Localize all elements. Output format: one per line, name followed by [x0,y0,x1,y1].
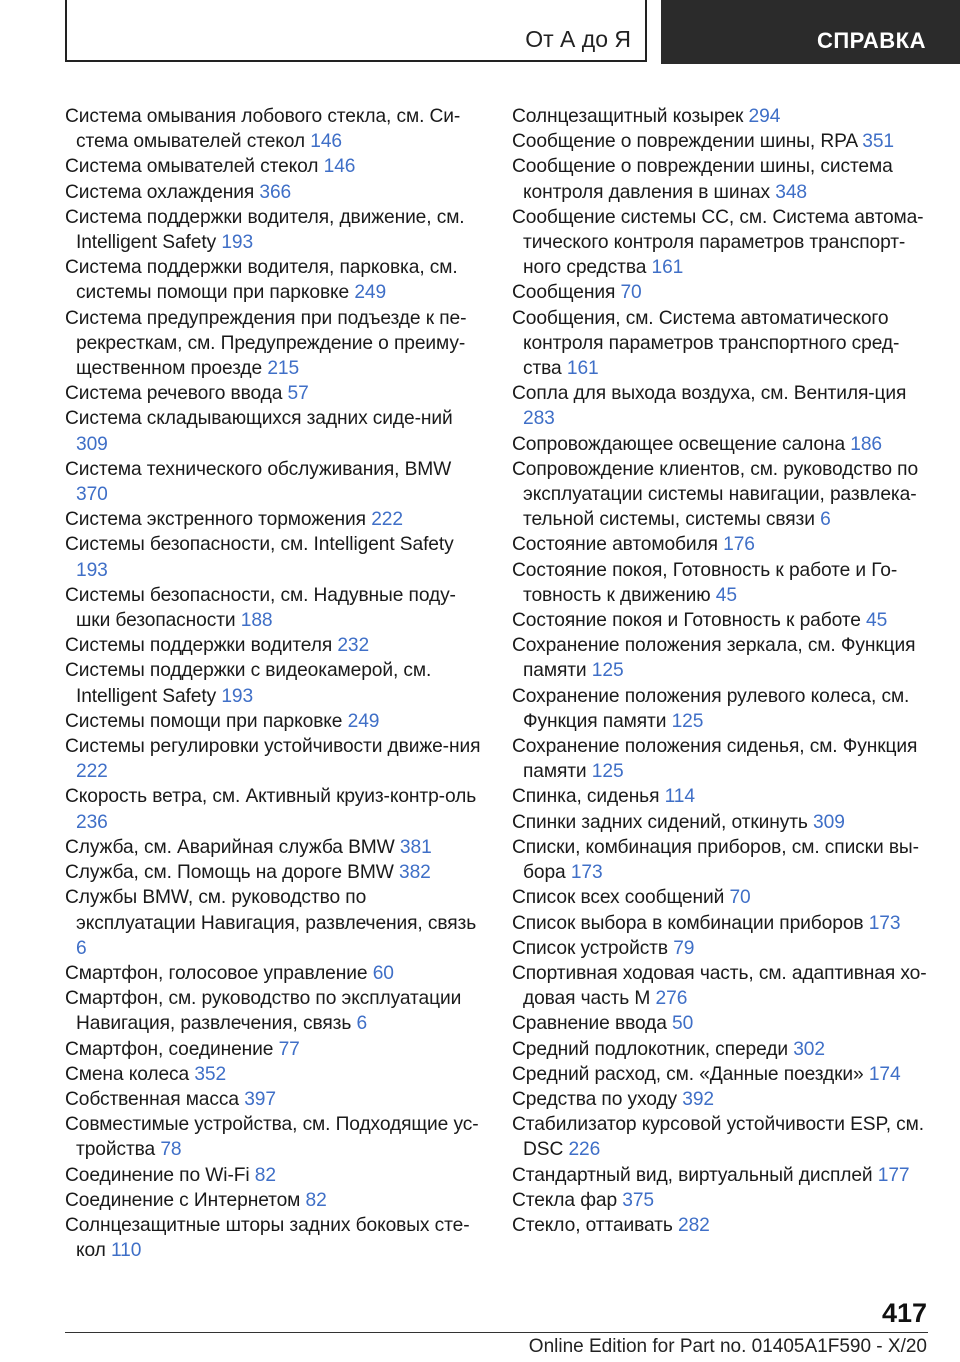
index-entry-term: Сообщения [512,282,616,304]
index-entry-page-link[interactable]: 276 [655,988,688,1010]
index-entry [512,810,930,835]
index-entry-term: Сохранение положения рулевого колеса, см. Функция памяти [512,685,910,732]
index-entry-term: Система предупреждения при подъезде к пе-рекресткам, см. Предупреждение о преиму-щественном проезде [65,307,467,380]
index-entry [65,180,485,205]
index-entry-page-link[interactable]: 351 [862,131,894,153]
index-entry-term: Система поддержки водителя, парковка, см. системы помощи при парковке [65,257,458,304]
index-entry-page-link[interactable]: 45 [866,610,888,632]
index-entry [512,129,930,154]
index-entry [65,205,485,255]
index-entry [512,280,930,305]
index-entry [512,205,930,281]
index-entry-term: Спинки задних сидений, откинуть [512,811,808,833]
index-entry [512,381,930,431]
index-entry-term: Системы поддержки с видеокамерой, см. Intelligent Safety [65,660,432,707]
index-entry-term: Состояние покоя, Готовность к работе и Го-товность к движению [512,559,898,606]
index-entry-page-link[interactable]: 193 [221,232,254,254]
index-entry [65,633,485,658]
index-entry-term: Система поддержки водителя, движение, см. Intelligent Safety [65,206,465,254]
index-entry-page-link[interactable]: 249 [347,710,380,732]
index-entry [512,154,930,204]
index-entry-term: Стекла фар [512,1189,618,1211]
index-entry [65,961,485,986]
index-entry-page-link[interactable]: 370 [76,484,108,506]
index-entry-term: Система складывающихся задних сиде-ний [65,408,453,430]
index-entry-page-link[interactable]: 176 [723,534,755,556]
index-entry-term: Солнцезащитный козырек [512,106,744,127]
index-entry-page-link[interactable]: 232 [337,635,370,657]
index-entry [512,608,930,633]
edition-footer: Online Edition for Part no. 01405A1F590 - X/20 [528,1336,927,1357]
index-entry-term: Системы безопасности, см. Intelligent Safety [65,534,454,556]
index-entry-page-link[interactable]: 226 [568,1139,601,1161]
index-entry-term: Средства по уходу [512,1088,678,1110]
index-entry-term: Системы помощи при парковке [65,710,343,732]
index-entry-page-link[interactable]: 236 [76,811,108,833]
index-entry [65,1062,485,1087]
index-entry-page-link[interactable]: 174 [868,1063,901,1085]
chapter-tab [661,0,960,64]
index-entry-term: Система речевого ввода [65,383,283,405]
section-tab-label: От А до Я [525,26,631,52]
index-entry-term: Солнцезащитные шторы задних боковых сте-кол [65,1214,470,1262]
index-entry-term: Сообщения, см. Система автоматического контроля параметров транспортного сред-ства [512,307,900,380]
index-entry-page-link[interactable]: 392 [682,1088,714,1110]
index-entry-page-link[interactable]: 57 [287,383,309,405]
page-header [65,0,960,64]
index-entry [65,1087,485,1112]
index-entry-term: Сопровождающее освещение салона [512,433,846,455]
index-entry [65,1112,485,1162]
index-entry-term: Средний подлокотник, спереди [512,1038,788,1060]
index-entry-page-link[interactable]: 348 [775,181,807,203]
index-entry [512,1213,930,1238]
index-entry [512,684,930,734]
index-entry [512,734,930,784]
index-column-right [512,104,930,1238]
index-entry-page-link[interactable]: 375 [622,1189,654,1211]
index-entry [65,885,485,961]
index-entry-page-link[interactable]: 77 [278,1038,300,1060]
index-entry-page-link[interactable]: 186 [850,433,882,455]
index-entry-page-link[interactable]: 294 [748,106,781,127]
index-entry-page-link[interactable]: 82 [305,1189,327,1211]
index-entry-page-link[interactable]: 366 [259,181,292,203]
index-entry [512,306,930,382]
index-entry-term: Системы поддержки водителя [65,635,333,657]
index-entry-term: Сохранение положения зеркала, см. Функция памяти [512,635,916,682]
index-entry-term: Сообщение системы CC, см. Система автома-тического контроля параметров транспорт-ного средства [512,206,924,279]
index-entry-term: Сохранение положения сиденья, см. Функция памяти [512,736,918,783]
index-entry [65,784,485,834]
index-entry [512,1062,930,1087]
index-entry-page-link[interactable]: 45 [715,584,737,606]
index-entry-term: Смартфон, голосовое управление [65,962,368,984]
index-entry-page-link[interactable]: 146 [323,156,356,178]
index-entry [512,1087,930,1112]
index-entry-term: Смартфон, соединение [65,1038,274,1060]
index-entry [512,457,930,533]
index-entry [65,583,485,633]
index-entry-page-link[interactable]: 352 [194,1063,227,1085]
index-entry [65,306,485,382]
index-entry-term: Список всех сообщений [512,887,725,909]
index-entry-term: Спортивная ходовая часть, см. адаптивная хо-довая часть M [512,962,927,1010]
index-entry [65,532,485,582]
index-entry [512,784,930,809]
index-entry [512,911,930,936]
index-entry-term: Сообщение о повреждении шины, RPA [512,131,858,153]
index-entry-page-link[interactable]: 125 [591,761,624,783]
index-column-left [65,104,485,1263]
index-entry-term: Система охлаждения [65,181,255,203]
index-entry [65,860,485,885]
index-entry [65,835,485,860]
index-entry-term: Системы регулировки устойчивости движе-ния [65,736,481,758]
index-entry-page-link[interactable]: 173 [570,862,603,884]
index-entry-page-link[interactable]: 193 [221,685,254,707]
index-entry [65,104,485,154]
index-entry-term: Сообщение о повреждении шины, система контроля давления в шинах [512,156,893,203]
index-entry [65,1213,485,1263]
index-entry-term: Службы BMW, см. руководство по эксплуатации Навигация, развлечения, связь [65,887,477,934]
index-entry-page-link[interactable]: 161 [651,257,684,279]
index-entry-page-link[interactable]: 309 [813,811,845,833]
index-entry-term: Сопла для выхода воздуха, см. Вентиля-ция [512,383,907,405]
index-entry-term: Стабилизатор курсовой устойчивости ESP, см. DSC [512,1114,924,1161]
chapter-tab-label: СПРАВКА [816,28,926,53]
index-entry-term: Список устройств [512,937,668,959]
index-entry [65,709,485,734]
index-entry [65,381,485,406]
index-entry [512,936,930,961]
index-entry-term: Система экстренного торможения [65,509,366,531]
index-entry-term: Служба, см. Помощь на дороге BMW [65,862,394,884]
page-number: 417 [881,1298,927,1328]
index-entry [65,406,485,456]
index-entry-page-link[interactable]: 177 [877,1164,910,1186]
index-entry-term: Смена колеса [65,1063,190,1085]
index-entry-page-link[interactable]: 6 [356,1013,368,1035]
index-entry-term: Служба, см. Аварийная служба BMW [65,836,395,858]
index-entry-term: Система технического обслуживания, BMW [65,458,452,480]
index-entry [65,986,485,1036]
index-entry-page-link[interactable]: 50 [672,1013,694,1035]
index-entry-term: Совместимые устройства, см. Подходящие ус-тройства [65,1114,479,1161]
index-entry [65,1037,485,1062]
index-entry-page-link[interactable]: 82 [254,1164,276,1186]
index-entry [65,1163,485,1188]
index-entry-term: Состояние автомобиля [512,534,718,556]
index-entry-page-link[interactable]: 78 [160,1139,182,1161]
index-entry-page-link[interactable]: 309 [76,433,108,455]
index-entry-page-link[interactable]: 161 [566,358,599,380]
index-entry [65,255,485,305]
index-entry-page-link[interactable]: 282 [678,1214,710,1236]
index-entry [512,1112,930,1162]
index-entry [65,154,485,179]
index-entry-term: Состояние покоя и Готовность к работе [512,610,861,632]
index-entry-page-link[interactable]: 60 [372,962,394,984]
index-entry [512,835,930,885]
index-entry-page-link[interactable]: 70 [729,887,751,909]
index-entry-term: Система омывателей стекол [65,156,319,178]
index-entry-term: Спинка, сиденья [512,786,660,808]
index-entry [512,104,930,129]
index-entry [512,532,930,557]
index-entry-term: Скорость ветра, см. Активный круиз-контр-оль [65,786,477,808]
index-entry-page-link[interactable]: 283 [523,408,555,430]
index-entry-page-link[interactable]: 397 [244,1088,276,1110]
index-entry [65,507,485,532]
index-entry-term: Сравнение ввода [512,1013,667,1035]
index-entry [512,1163,930,1188]
index-entry-page-link[interactable]: 125 [671,710,704,732]
index-entry-page-link[interactable]: 125 [591,660,624,682]
index-entry-page-link[interactable]: 70 [620,282,642,304]
index-entry-page-link[interactable]: 222 [371,509,403,531]
index-entry-page-link[interactable]: 173 [868,912,901,934]
index-entry [512,961,930,1011]
index-entry-page-link[interactable]: 302 [793,1038,825,1060]
index-entry-page-link[interactable]: 381 [399,836,432,858]
index-entry-term: Смартфон, см. руководство по эксплуатации Навигация, развлечения, связь [65,988,462,1035]
index-entry-term: Соединение с Интернетом [65,1189,301,1211]
index-entry-page-link[interactable]: 382 [399,862,431,884]
index-entry-page-link[interactable]: 146 [310,131,342,153]
index-entry-page-link[interactable]: 79 [673,937,695,959]
index-entry-term: Средний расход, см. «Данные поездки» [512,1063,864,1085]
index-entry-term: Соединение по Wi-Fi [65,1164,250,1186]
index-entry-page-link[interactable]: 193 [76,559,108,581]
index-entry-page-link[interactable]: 188 [240,610,273,632]
index-entry-term: Собственная масса [65,1088,239,1110]
index-entry-page-link[interactable]: 222 [76,761,108,783]
index-entry-term: Система омывания лобового стекла, см. Си-стема омывателей стекол [65,106,461,153]
index-entry [65,734,485,784]
index-entry-page-link[interactable]: 110 [111,1240,142,1262]
index-entry-term: Стекло, оттаивать [512,1214,673,1236]
index-entry [512,558,930,608]
index-entry [512,1011,930,1036]
footer-divider [65,1332,928,1333]
index-entry-term: Списки, комбинация приборов, см. списки вы-бора [512,836,919,884]
index-entry-term: Список выбора в комбинации приборов [512,912,864,934]
index-entry-page-link[interactable]: 6 [820,509,831,531]
index-entry-page-link[interactable]: 249 [354,282,387,304]
index-entry-term: Сопровождение клиентов, см. руководство по эксплуатации системы навигации, развлека-тельной системы, системы связи [512,458,919,531]
index-entry-term: Стандартный вид, виртуальный дисплей [512,1164,873,1186]
index-entry [65,457,485,507]
index-entry [512,1037,930,1062]
index-entry-page-link[interactable]: 114 [664,786,695,808]
index-entry [65,658,485,708]
index-entry [512,633,930,683]
section-tab [65,0,647,62]
index-entry [65,1188,485,1213]
index-entry [512,1188,930,1213]
index-entry [512,432,930,457]
index-entry-term: Системы безопасности, см. Надувные поду-шки безопасности [65,584,456,632]
index-entry-page-link[interactable]: 6 [76,937,87,959]
index-entry [512,885,930,910]
index-entry-page-link[interactable]: 215 [267,358,300,380]
